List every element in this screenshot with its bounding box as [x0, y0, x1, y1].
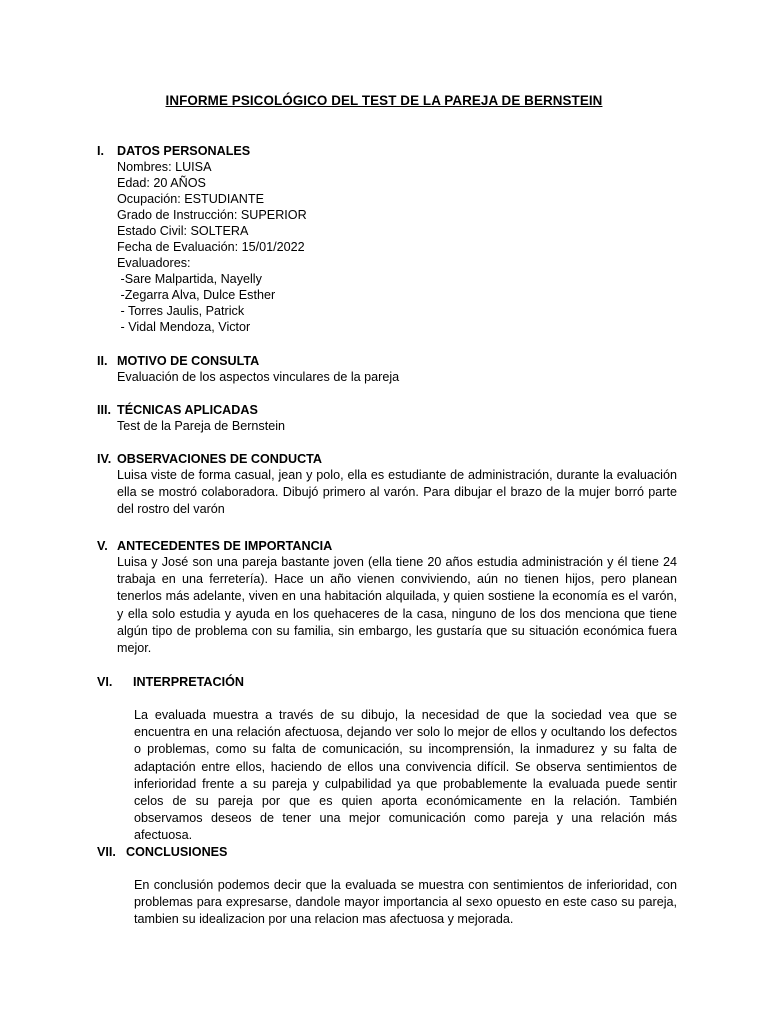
section-heading — [97, 402, 677, 418]
section-body — [97, 369, 677, 385]
section-heading — [97, 143, 677, 159]
section-title: MOTIVO DE CONSULTA — [117, 354, 260, 368]
field-nombres: Nombres: LUISA — [117, 160, 212, 174]
section-antecedentes — [97, 538, 677, 657]
section-heading — [97, 538, 677, 554]
personal-data-list — [97, 159, 677, 335]
field-ocupacion: Ocupación: ESTUDIANTE — [117, 192, 264, 206]
field-edad: Edad: 20 AÑOS — [117, 176, 206, 190]
section-heading — [97, 674, 677, 690]
section-text: Evaluación de los aspectos vinculares de la pareja — [117, 370, 400, 384]
section-observaciones-conducta — [97, 451, 677, 519]
section-title: CONCLUSIONES — [126, 845, 228, 859]
section-heading — [97, 844, 677, 860]
section-number: VII. — [97, 845, 116, 859]
section-number: I. — [97, 144, 104, 158]
section-heading — [97, 451, 677, 467]
section-motivo-consulta — [97, 353, 677, 385]
document-title: INFORME PSICOLÓGICO DEL TEST DE LA PAREJA DE BERNSTEIN — [165, 93, 603, 108]
field-fecha-evaluacion: Fecha de Evaluación: 15/01/2022 — [117, 240, 305, 254]
section-body — [97, 418, 677, 434]
section-number: II. — [97, 354, 108, 368]
evaluador-item: - Vidal Mendoza, Victor — [117, 320, 251, 334]
section-tecnicas-aplicadas — [97, 402, 677, 434]
evaluador-item: - Torres Jaulis, Patrick — [117, 304, 245, 318]
section-heading — [97, 353, 677, 369]
evaluador-item: -Sare Malpartida, Nayelly — [117, 272, 262, 286]
section-title: ANTECEDENTES DE IMPORTANCIA — [117, 539, 333, 553]
section-interpretacion — [97, 674, 677, 845]
section-paragraph: En conclusión podemos decir que la evaluada se muestra con sentimientos de inferioridad, con problemas para expresarse, dandole mayor importancia al sexo opuesto en este caso su pareja, tambien su idealizacion por una relacion mas afectuosa y mejorada. — [134, 878, 677, 927]
section-paragraph: Luisa viste de forma casual, jean y polo, ella es estudiante de administración, durante la evaluación ella se mostró colaboradora. Dibujó primero al varón. Para dibujar el brazo de la mujer borró parte del rostro del varón — [117, 468, 677, 517]
section-paragraph: La evaluada muestra a través de su dibujo, la necesidad de que la sociedad vea que se encuentra en una relación afectuosa, dejando ver solo lo mejor de ellos y ocultando los defectos o problemas, como su falta de comunicación, su incomprensión, la inmadurez y su falta de adaptación entre ellos, haciendo de ellos una convivencia difícil. Se observa sentimientos de inferioridad frente a su pareja y culpabilidad ya que probablemente la evaluada puede sentir celos de su pareja por que es quien aporta económicamente en la relación. También observamos deseos de tener una mejor comunicación como pareja y una relación más afectuosa. — [134, 708, 677, 843]
section-title: DATOS PERSONALES — [117, 144, 251, 158]
section-text: Test de la Pareja de Bernstein — [117, 419, 286, 433]
section-datos-personales — [97, 143, 677, 335]
section-paragraph: Luisa y José son una pareja bastante joven (ella tiene 20 años estudia administración y él tiene 24 trabaja en una ferretería). Hace un año vienen conviviendo, aún no tienen hijos, pero planean tenerlos más adelante, viven en una habitación alquilada, y quien sostiene la economía es el varón, y ella solo estudia y ayuda en los quehaceres de la casa, ninguno de los dos menciona que tiene algún tipo de problema con su familia, sin embargo, les gustaría que su situación económica fuera mejor. — [117, 555, 677, 656]
section-title: OBSERVACIONES DE CONDUCTA — [117, 452, 323, 466]
section-number: V. — [97, 539, 108, 553]
section-number: III. — [97, 403, 111, 417]
section-title: INTERPRETACIÓN — [133, 675, 245, 689]
section-number: VI. — [97, 675, 113, 689]
section-number: IV. — [97, 452, 112, 466]
evaluador-item: -Zegarra Alva, Dulce Esther — [117, 288, 276, 302]
section-conclusiones — [97, 844, 677, 929]
section-title: TÉCNICAS APLICADAS — [117, 403, 258, 417]
field-estado-civil: Estado Civil: SOLTERA — [117, 224, 249, 238]
field-grado-instruccion: Grado de Instrucción: SUPERIOR — [117, 208, 307, 222]
field-evaluadores: Evaluadores: — [117, 256, 191, 270]
